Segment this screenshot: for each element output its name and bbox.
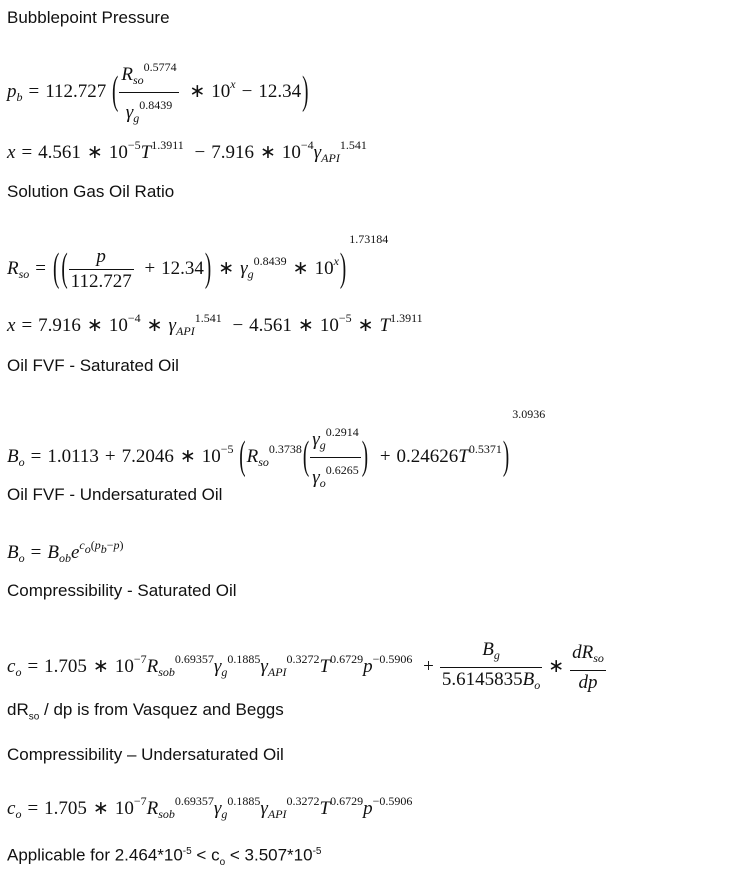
drso-note: $dR_{so}$ / dp is from Vasquez and Beggs [7,700,284,723]
section-title-compressibility-saturated: Compressibility - Saturated Oil [7,581,237,600]
equation-bubblepoint-pressure: $p_b = 112.727$ ( $\frac{R_{so}^{0.5774}}{\gamma_g^{0.8439}}$ ∗ $10^x - 12.34$) [7,55,309,130]
equation-oil-fvf-saturated: $B_o = 1.0113 + 7.2046$ ∗ $10^{-5}$ ($R_{so}^{0.3738}$( $\frac{\gamma_g^{0.2914}}{\gamma_o^{0.6265}}$ ) + $0.24626T^{0.5371})3.0936$ [7,407,546,490]
equation-bubblepoint-x: x = 4.561 ∗ $10^{-5}T^{1.3911} - 7.916$ ∗ $10^{-4}\gamma_{API}^{1.541}$ [7,138,367,165]
equation-compressibility-saturated: $c_o = 1.705$ ∗ $10^{-7}R_{sob}^{0.69357}\gamma_g^{0.1885}\gamma_{API}^{0.3272}T^{0.6729}p^{-0.5906}$ + $\frac{B_g}{5.6145835B_o}$ ∗ $\frac{dR_{so}}{dp}$ [7,639,604,693]
equation-gor-x: x = 7.916 ∗ $10^{-4}$ ∗ $\gamma_{API}^{1.541} - 4.561$ ∗ $10^{-5}$ ∗ $T^{1.3911}$ [7,311,423,338]
equation-solution-gor: $R_{so}$ = ( ( $\frac{p}{112.727}$ + 12.34) ∗ $\gamma_g^{0.8439}$ ∗ 10$^x$)1.73184 [7,232,389,292]
section-title-oil-fvf-undersaturated: Oil FVF - Undersaturated Oil [7,485,223,504]
section-title-solution-gor: Solution Gas Oil Ratio [7,182,175,201]
applicable-range-note: Applicable for $2.464*10^{-5} < c_o < 3.507*10^{-5}$ [7,845,322,869]
section-title-bubblepoint: Bubblepoint Pressure [7,8,170,27]
equation-compressibility-undersaturated: $c_o = 1.705$ ∗ $10^{-7}R_{sob}^{0.69357}\gamma_g^{0.1885}\gamma_{API}^{0.3272}T^{0.6729}p^{-0.5906}$ [7,794,413,821]
equation-oil-fvf-undersaturated: $B_o = B_{ob}e^{c_o(p_b-p)}$ [7,538,124,565]
section-title-compressibility-undersaturated: Compressibility – Undersaturated Oil [7,745,284,764]
section-title-oil-fvf-saturated: Oil FVF - Saturated Oil [7,356,179,375]
